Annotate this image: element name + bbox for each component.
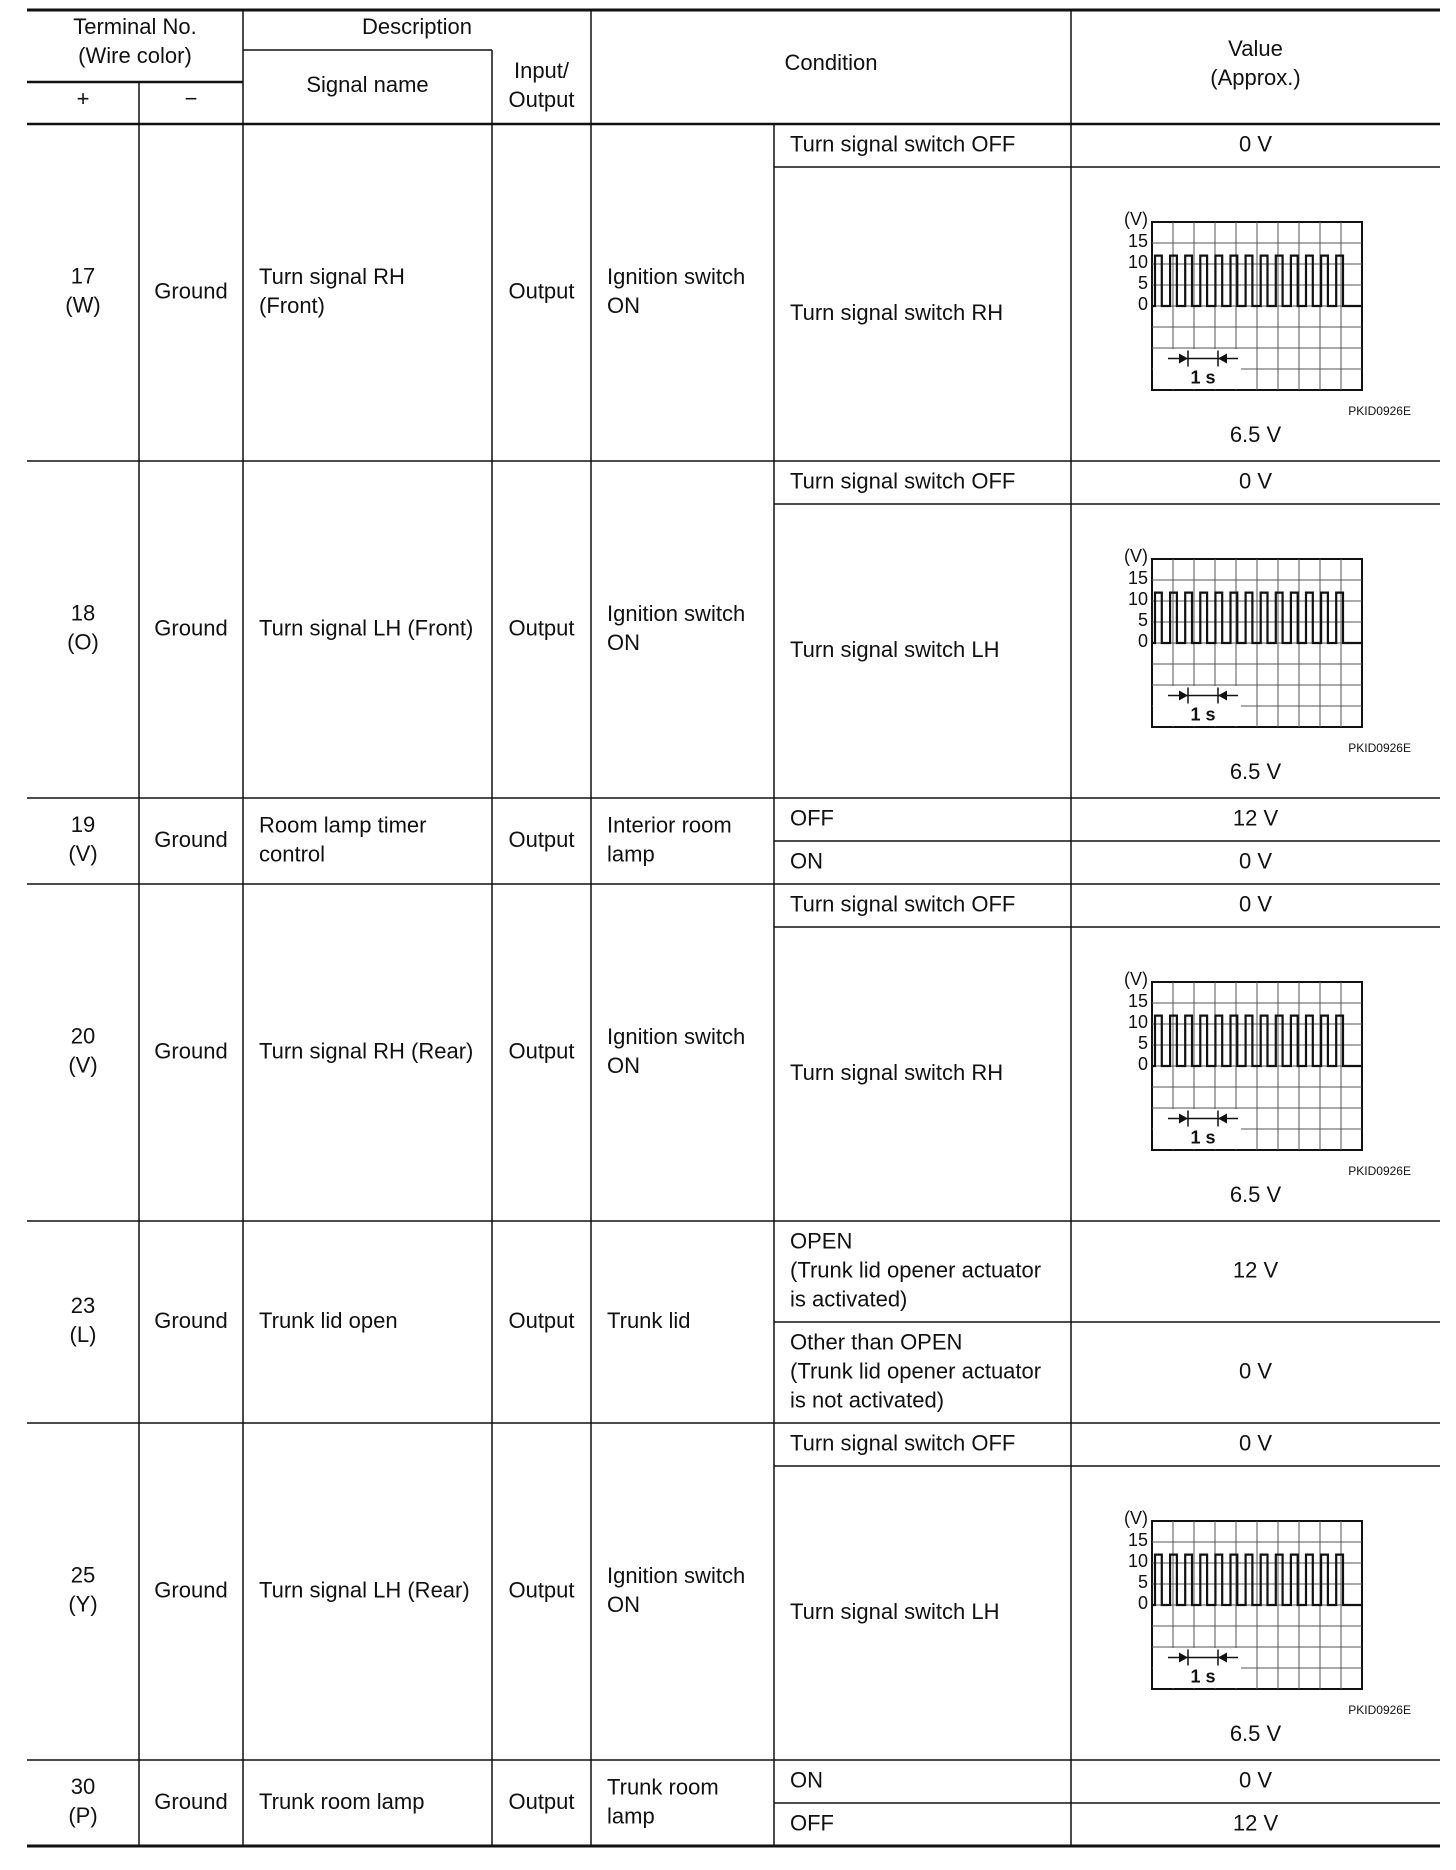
- terminal-number: 20: [70, 1023, 96, 1049]
- ground-terminal: Ground: [154, 1038, 228, 1064]
- terminal-number: 30: [70, 1773, 96, 1799]
- sub-condition: OPEN: [790, 1228, 853, 1254]
- time-marker-label: 1 s: [1190, 367, 1216, 388]
- ground-terminal: Ground: [154, 1577, 228, 1603]
- waveform-unit: (V): [1124, 1507, 1148, 1528]
- ground-terminal: Ground: [154, 826, 228, 852]
- wire-color: (V): [68, 840, 98, 866]
- condition: ON: [607, 1052, 640, 1078]
- time-marker-label: 1 s: [1190, 1127, 1216, 1148]
- figure-code: PKID0926E: [1348, 404, 1411, 419]
- signal-name: Turn signal LH (Front): [259, 615, 474, 641]
- input-output: Output: [508, 826, 575, 852]
- terminal-number: 23: [70, 1292, 96, 1318]
- terminal-number: 18: [70, 600, 96, 626]
- value: 12 V: [1232, 805, 1279, 831]
- condition: lamp: [607, 1803, 655, 1829]
- sub-condition: Other than OPEN: [790, 1329, 963, 1355]
- terminal-number: 17: [70, 263, 96, 289]
- time-marker-label: 1 s: [1190, 704, 1216, 725]
- terminal-number: 19: [70, 811, 96, 837]
- value: 0 V: [1238, 131, 1273, 157]
- sub-condition: Turn signal switch LH: [790, 636, 1000, 662]
- input-output: Output: [508, 1577, 575, 1603]
- condition: ON: [607, 292, 640, 318]
- ground-terminal: Ground: [154, 278, 228, 304]
- waveform-graph: [1124, 969, 1411, 1178]
- waveform-ytick: 0: [1137, 293, 1148, 314]
- condition: ON: [607, 629, 640, 655]
- sub-condition: (Trunk lid opener actuator: [790, 1257, 1042, 1283]
- wire-color: (V): [68, 1052, 98, 1078]
- waveform-unit: (V): [1124, 208, 1148, 229]
- value: 6.5 V: [1229, 1720, 1282, 1746]
- value: 0 V: [1238, 1430, 1273, 1456]
- waveform-ytick: 10: [1127, 588, 1148, 609]
- value: 6.5 V: [1229, 421, 1282, 447]
- waveform-ytick: 15: [1127, 1529, 1148, 1550]
- condition: Trunk room: [607, 1774, 719, 1800]
- waveform-ytick: 10: [1127, 1011, 1148, 1032]
- value: 12 V: [1232, 1810, 1279, 1836]
- waveform-ytick: 5: [1137, 272, 1148, 293]
- waveform-ytick: 10: [1127, 251, 1148, 272]
- condition: Trunk lid: [607, 1307, 691, 1333]
- condition: Ignition switch: [607, 600, 746, 626]
- ground-terminal: Ground: [154, 1307, 228, 1333]
- waveform-ytick: 5: [1137, 1571, 1148, 1592]
- value: 0 V: [1238, 848, 1273, 874]
- ground-terminal: Ground: [154, 615, 228, 641]
- signal-name: Room lamp timer: [259, 812, 427, 838]
- value: 12 V: [1232, 1257, 1279, 1283]
- signal-name: (Front): [259, 292, 325, 318]
- signal-name: Turn signal RH (Rear): [259, 1038, 474, 1064]
- value: 0 V: [1238, 1358, 1273, 1384]
- wire-color: (L): [69, 1321, 97, 1347]
- header-value: Value: [1228, 35, 1283, 61]
- sub-condition: Turn signal switch LH: [790, 1598, 1000, 1624]
- waveform-unit: (V): [1124, 545, 1148, 566]
- wire-color: (O): [67, 629, 99, 655]
- value: 0 V: [1238, 1767, 1273, 1793]
- waveform-ytick: 0: [1137, 1053, 1148, 1074]
- figure-code: PKID0926E: [1348, 741, 1411, 756]
- header-input-output: Output: [508, 86, 575, 112]
- ground-terminal: Ground: [154, 1788, 228, 1814]
- sub-condition: Turn signal switch OFF: [790, 131, 1016, 157]
- header-condition: Condition: [784, 49, 878, 75]
- sub-condition: OFF: [790, 805, 834, 831]
- waveform-ytick: 15: [1127, 990, 1148, 1011]
- signal-name: control: [259, 841, 326, 867]
- sub-condition: ON: [790, 848, 823, 874]
- input-output: Output: [508, 1307, 575, 1333]
- input-output: Output: [508, 1038, 575, 1064]
- waveform-graph: [1124, 209, 1411, 418]
- sub-condition: Turn signal switch OFF: [790, 891, 1016, 917]
- sub-condition: Turn signal switch RH: [790, 1059, 1004, 1085]
- terminal-number: 25: [70, 1562, 96, 1588]
- waveform-ytick: 10: [1127, 1550, 1148, 1571]
- value: 6.5 V: [1229, 1181, 1282, 1207]
- condition: Interior room: [607, 812, 732, 838]
- wire-color: (P): [68, 1802, 98, 1828]
- header-wire-color: (Wire color): [78, 42, 192, 68]
- input-output: Output: [508, 278, 575, 304]
- waveform-unit: (V): [1124, 968, 1148, 989]
- waveform-graph: [1124, 546, 1411, 755]
- header-input-output: Input/: [513, 57, 570, 83]
- signal-name: Trunk lid open: [259, 1307, 398, 1333]
- condition: ON: [607, 1591, 640, 1617]
- sub-condition: (Trunk lid opener actuator: [790, 1358, 1042, 1384]
- condition: lamp: [607, 841, 655, 867]
- sub-condition: OFF: [790, 1810, 834, 1836]
- value: 0 V: [1238, 468, 1273, 494]
- input-output: Output: [508, 1788, 575, 1814]
- time-marker-label: 1 s: [1190, 1666, 1216, 1687]
- wire-color: (W): [65, 292, 101, 318]
- waveform-ytick: 15: [1127, 230, 1148, 251]
- sub-condition: is activated): [790, 1286, 908, 1312]
- header-description: Description: [361, 13, 473, 39]
- sub-condition: Turn signal switch RH: [790, 299, 1004, 325]
- value: 6.5 V: [1229, 758, 1282, 784]
- figure-code: PKID0926E: [1348, 1164, 1411, 1179]
- condition: Ignition switch: [607, 1562, 746, 1588]
- waveform-ytick: 5: [1137, 609, 1148, 630]
- waveform-ytick: 0: [1137, 1592, 1148, 1613]
- header-terminal-no: Terminal No.: [73, 13, 197, 39]
- wire-color: (Y): [68, 1591, 98, 1617]
- header-value: (Approx.): [1210, 64, 1301, 90]
- sub-condition: Turn signal switch OFF: [790, 468, 1016, 494]
- condition: Ignition switch: [607, 263, 746, 289]
- signal-name: Trunk room lamp: [259, 1788, 425, 1814]
- waveform-graph: [1124, 1508, 1411, 1717]
- value: 0 V: [1238, 891, 1273, 917]
- signal-name: Turn signal RH: [259, 263, 405, 289]
- figure-code: PKID0926E: [1348, 1703, 1411, 1718]
- waveform-ytick: 15: [1127, 567, 1148, 588]
- header-signal-name: Signal name: [306, 71, 429, 97]
- condition: Ignition switch: [607, 1023, 746, 1049]
- sub-condition: is not activated): [790, 1387, 945, 1413]
- waveform-ytick: 0: [1137, 630, 1148, 651]
- sub-condition: Turn signal switch OFF: [790, 1430, 1016, 1456]
- sub-condition: ON: [790, 1767, 823, 1793]
- header-minus: −: [184, 85, 198, 111]
- waveform-ytick: 5: [1137, 1032, 1148, 1053]
- input-output: Output: [508, 615, 575, 641]
- signal-name: Turn signal LH (Rear): [259, 1577, 470, 1603]
- header-plus: +: [76, 85, 90, 111]
